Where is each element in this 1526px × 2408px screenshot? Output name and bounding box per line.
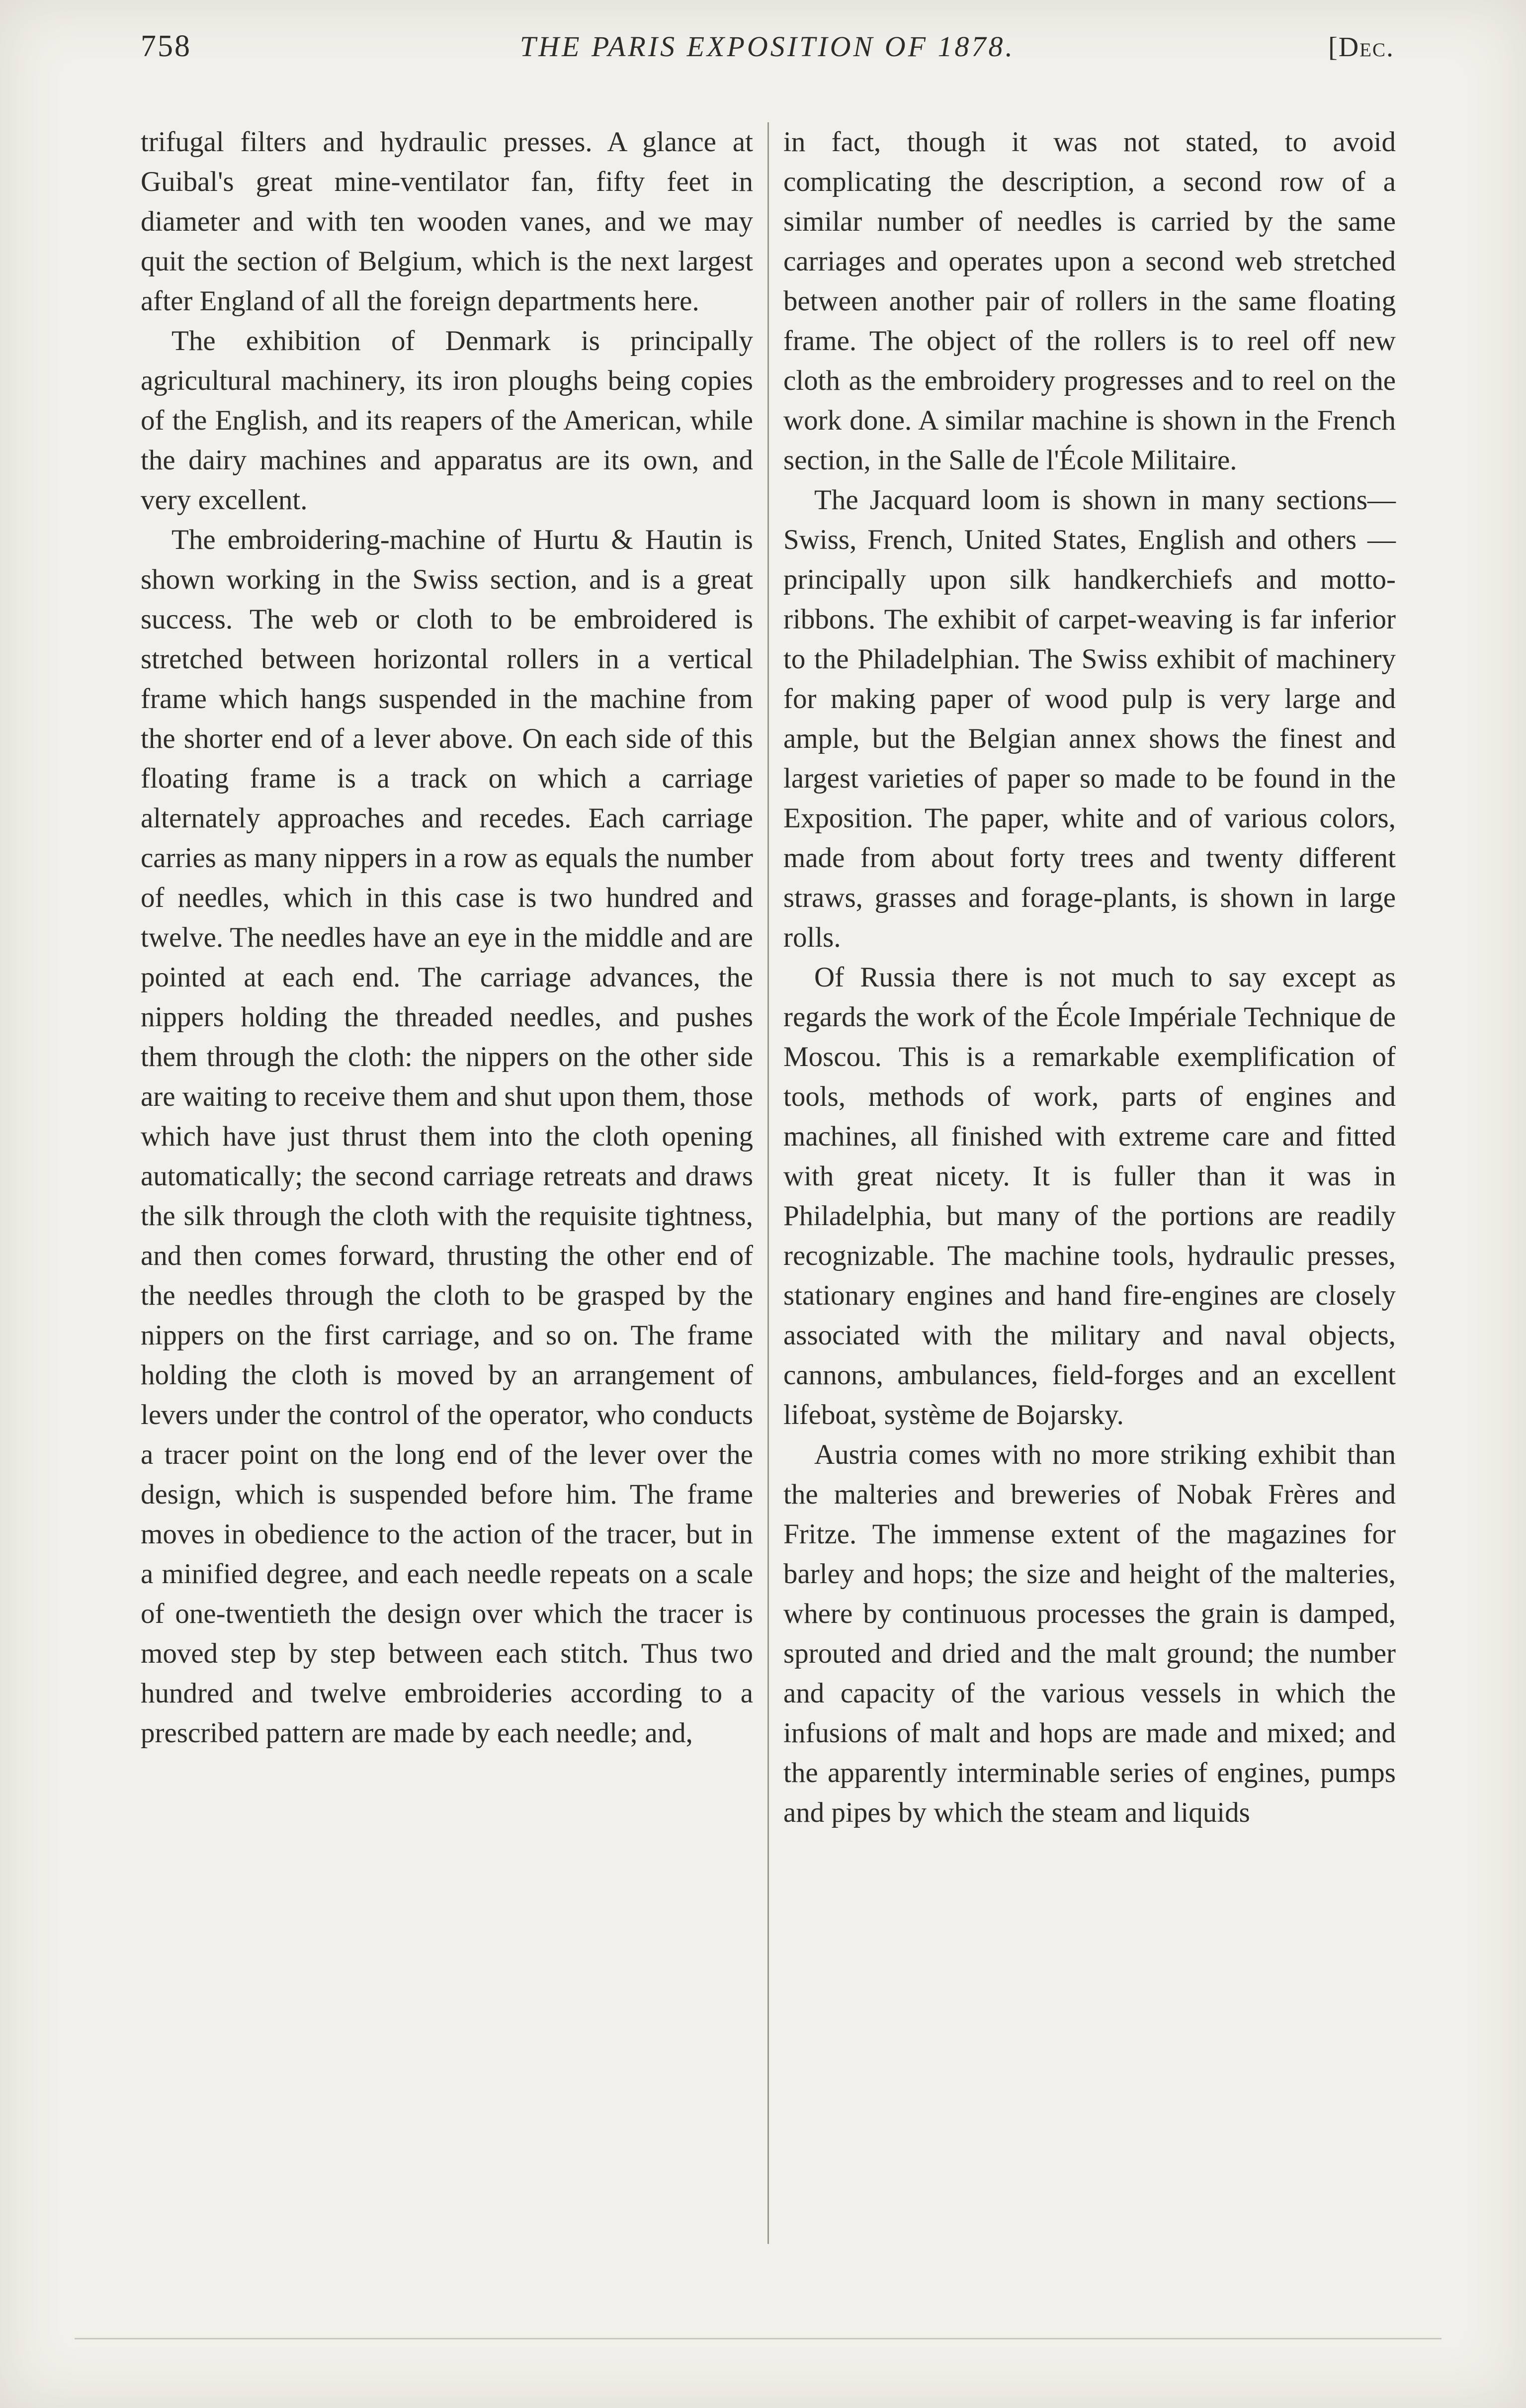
paragraph: Austria comes with no more striking exhibit than the malteries and breweries of Nobak Frères and Fritze. The immense extent of the magazines for barley and hops; the size and height of the malteries, where by continuous processes the grain is damped, sprouted and dried and the malt ground; the number and capacity of the various vessels in which the infusions of malt and hops are made and mixed; and the apparently interminable series of engines, pumps and pipes by which the steam and liquids xyxy=(783,1439,1396,1828)
running-title: THE PARIS EXPOSITION OF 1878. xyxy=(519,30,1016,63)
column-divider-rule xyxy=(767,122,769,2244)
issue-date-tag: [Dec. xyxy=(1328,32,1394,63)
right-column xyxy=(783,122,1396,2244)
paragraph: The embroidering-machine of Hurtu & Hautin is shown working in the Swiss section, and is a great success. The web or cloth to be embroidered is stretched between horizontal rollers in a vertical frame which hangs suspended in the machine from the shorter end of a lever above. On each side of this floating frame is a track on which a carriage alternately approaches and recedes. Each carriage carries as many nippers in a row as equals the number of needles, which in this case is two hundred and twelve. The needles have an eye in the middle and are pointed at each end. The carriage advances, the nippers holding the threaded needles, and pushes them through the cloth: the nippers on the other side are waiting to receive them and shut upon them, those which have just thrust them into the cloth opening automatically; the second carriage retreats and draws the silk through the cloth with the requisite tightness, and then comes forward, thrusting the other end of the needles through the cloth to be grasped by the nippers on the first carriage, and so on. The frame holding the cloth is moved by an arrangement of levers under the control of the operator, who conducts a tracer point on the long end of the lever over the design, which is suspended before him. The frame moves in obedience to the action of the tracer, but in a minified degree, and each needle repeats on a scale of one-twentieth the design over which the tracer is moved step by step between each stitch. Thus two hundred and twelve embroideries according to a prescribed pattern are made by each needle; and, xyxy=(141,524,753,1749)
page-number: 758 xyxy=(141,29,191,63)
two-column-text-body xyxy=(141,122,1396,2244)
left-column xyxy=(141,122,753,2244)
running-header xyxy=(141,29,1394,64)
bottom-scan-line xyxy=(75,2338,1441,2339)
paragraph: trifugal filters and hydraulic presses. A glance at Guibal's great mine-ventilator fan, fifty feet in diameter and with ten wooden vanes, and we may quit the section of Belgium, which is the next largest after England of all the foreign departments here. xyxy=(141,126,753,317)
paragraph: The exhibition of Denmark is principally agricultural machinery, its iron ploughs being copies of the English, and its reapers of the American, while the dairy machines and apparatus are its own, and very excellent. xyxy=(141,325,753,516)
paragraph: Of Russia there is not much to say except as regards the work of the École Impériale Technique de Moscou. This is a remarkable exemplification of tools, methods of work, parts of engines and machines, all finished with extreme care and fitted with great nicety. It is fuller than it was in Philadelphia, but many of the portions are readily recognizable. The machine tools, hydraulic presses, stationary engines and hand fire-engines are closely associated with the military and naval objects, cannons, ambulances, field-forges and an excellent lifeboat, système de Bojarsky. xyxy=(783,962,1396,1430)
paragraph: The Jacquard loom is shown in many sections—Swiss, French, United States, English and others — principally upon silk handkerchiefs and motto-ribbons. The exhibit of carpet-weaving is far inferior to the Philadelphian. The Swiss exhibit of machinery for making paper of wood pulp is very large and ample, but the Belgian annex shows the finest and largest varieties of paper so made to be found in the Exposition. The paper, white and of various colors, made from about forty trees and twenty different straws, grasses and forage-plants, is shown in large rolls. xyxy=(783,484,1396,953)
paragraph: in fact, though it was not stated, to avoid complicating the description, a second row of a similar number of needles is carried by the same carriages and operates upon a second web stretched between another pair of rollers in the same floating frame. The object of the rollers is to reel off new cloth as the embroidery progresses and to reel on the work done. A similar machine is shown in the French section, in the Salle de l'École Militaire. xyxy=(783,126,1396,476)
